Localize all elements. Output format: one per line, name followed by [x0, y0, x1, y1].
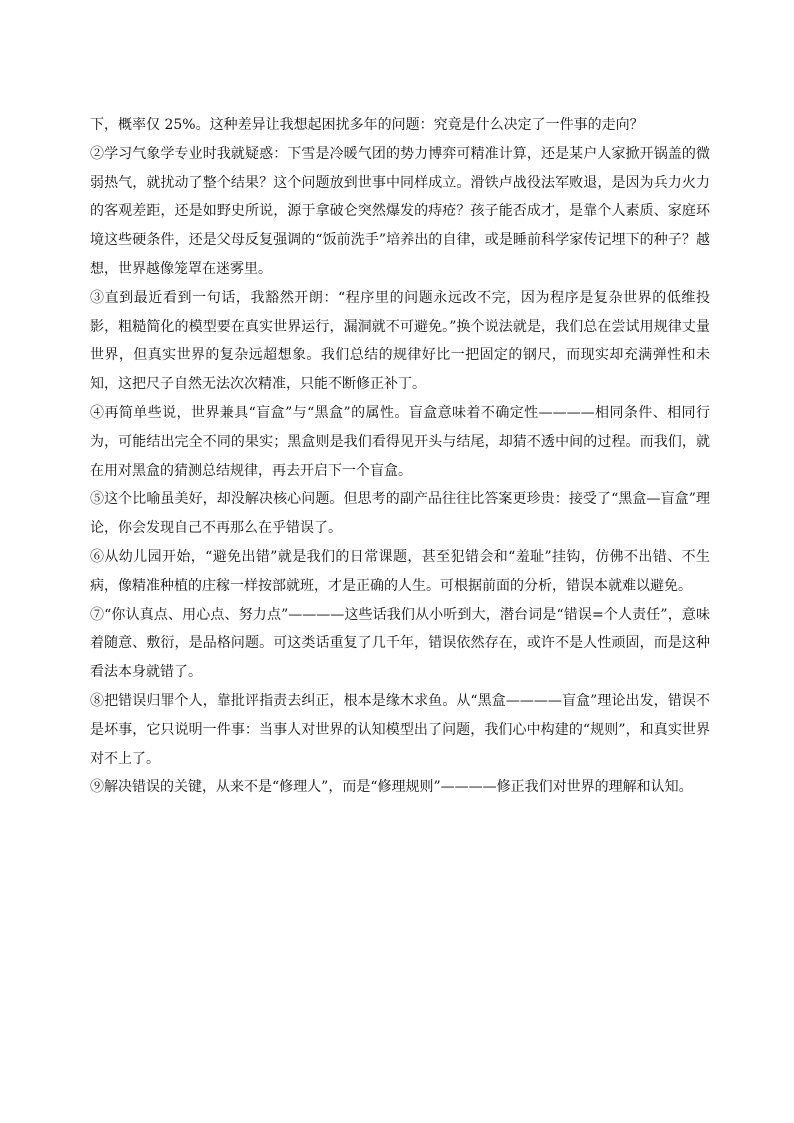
paragraph-7: ⑦“你认真点、用心点、努力点”————这些话我们从小听到大，潜台词是“错误=个人责任”，意味着随意、敷衍，是品格问题。可这类话重复了几千年，错误依然存在，或许不是人性顽固，而是这种看法本身就错了。: [90, 606, 710, 681]
paragraph-2: ②学习气象学专业时我就疑惑：下雪是冷暖气团的势力博弈可精准计算，还是某户人家掀开锅盖的微弱热气，就扰动了整个结果？这个问题放到世事中同样成立。滑铁卢战役法军败退，是因为兵力火力的客观差距，还是如野史所说，源于拿破仑突然爆发的痔疮？孩子能否成才，是靠个人素质、家庭环境这些硬条件，还是父母反复强调的“饭前洗手”培养出的自律，或是睡前科学家传记埋下的种子？越想，世界越像笼罩在迷雾里。: [90, 145, 710, 277]
paragraph-8: ⑧把错误归罪个人，靠批评指责去纠正，根本是缘木求鱼。从“黑盒————盲盒”理论出发，错误不是坏事，它只说明一件事：当事人对世界的认知模型出了问题，我们心中构建的“规则”，和真实世界对不上了。: [90, 692, 710, 767]
paragraph-3: ③直到最近看到一句话，我豁然开朗：“程序里的问题永远改不完，因为程序是复杂世界的低维投影，粗糙简化的模型要在真实世界运行，漏洞就不可避免。”换个说法就是，我们总在尝试用规律丈量世界，但真实世界的复杂远超想象。我们总结的规律好比一把固定的钢尺，而现实却充满弹性和未知，这把尺子自然无法次次精准，只能不断修正补丁。: [90, 289, 710, 393]
paragraph-6: ⑥从幼儿园开始，“避免出错”就是我们的日常课题，甚至犯错会和“羞耻”挂钩，仿佛不出错、不生病，像精准种植的庄稼一样按部就班，才是正确的人生。可根据前面的分析，错误本就难以避免。: [90, 548, 710, 594]
article-body: [90, 111, 710, 802]
paragraph-5: ⑤这个比喻虽美好，却没解决核心问题。但思考的副产品往往比答案更珍贵：接受了“黑盒—盲盒”理论，你会发现自己不再那么在乎错误了。: [90, 491, 710, 537]
paragraph-4: ④再简单些说，世界兼具“盲盒”与“黑盒”的属性。盲盒意味着不确定性————相同条件、相同行为，可能结出完全不同的果实；黑盒则是我们看得见开头与结尾，却猜不透中间的过程。而我们，就在用对黑盒的猜测总结规律，再去开启下一个盲盒。: [90, 404, 710, 479]
paragraph-1: 下，概率仅 25%。这种差异让我想起困扰多年的问题：究竟是什么决定了一件事的走向？: [90, 117, 644, 133]
paragraph-9: ⑨解决错误的关键，从来不是“修理人”，而是“修理规则”————修正我们对世界的理解和认知。: [90, 779, 693, 796]
